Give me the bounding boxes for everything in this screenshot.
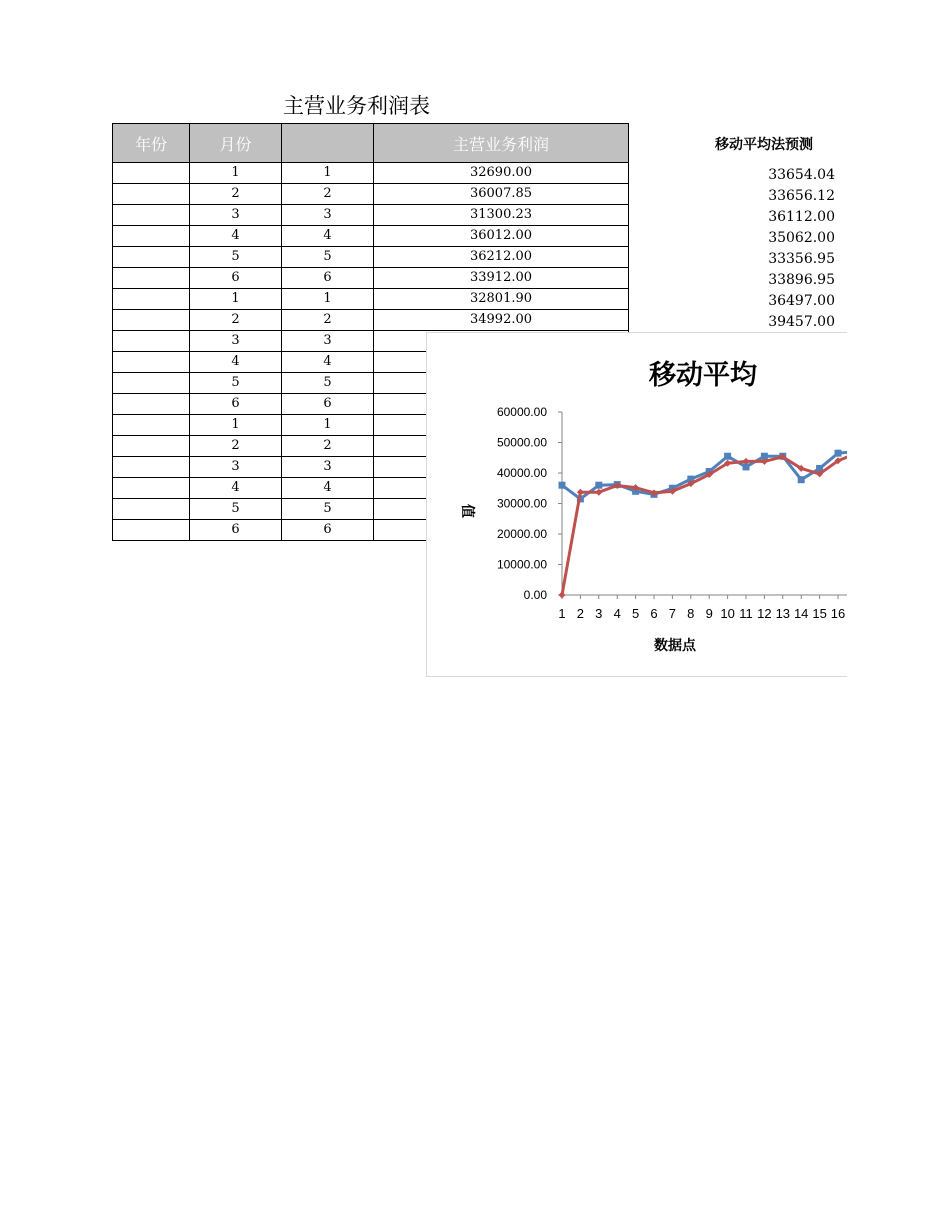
table-header-row <box>113 124 629 163</box>
y-tick-label: 10000.00 <box>496 557 547 572</box>
cell-profit[interactable]: 31300.23 <box>374 205 629 226</box>
cell-month[interactable]: 6 <box>190 394 282 415</box>
series-1-point <box>559 482 566 489</box>
cell-year[interactable] <box>113 478 190 499</box>
cell-profit[interactable]: 33912.00 <box>374 268 629 289</box>
cell-month[interactable]: 5 <box>190 247 282 268</box>
forecast-column <box>700 165 835 333</box>
header-month[interactable]: 月份 <box>190 124 282 163</box>
forecast-value[interactable]: 36497.00 <box>768 293 835 309</box>
cell-month[interactable]: 3 <box>190 331 282 352</box>
cell-year[interactable] <box>113 247 190 268</box>
y-tick-label: 40000.00 <box>496 466 547 480</box>
header-year[interactable]: 年份 <box>113 124 190 163</box>
series-2-point <box>577 489 584 496</box>
cell-profit[interactable]: 32690.00 <box>374 163 629 184</box>
table-row <box>113 310 629 331</box>
cell-profit[interactable]: 32801.90 <box>374 289 629 310</box>
table-row <box>113 289 629 310</box>
forecast-value[interactable]: 33656.12 <box>768 188 835 204</box>
x-axis-title: 数据点 <box>654 638 696 654</box>
x-tick-label: 4 <box>613 606 621 621</box>
cell-year[interactable] <box>113 310 190 331</box>
cell-year[interactable] <box>113 163 190 184</box>
table-row <box>113 163 629 184</box>
x-tick-label: 1 <box>558 606 566 621</box>
header-profit[interactable]: 主营业务利润 <box>374 124 629 163</box>
table-row <box>113 226 629 247</box>
table-row <box>113 205 629 226</box>
forecast-value[interactable]: 36112.00 <box>768 209 835 225</box>
cell-idx[interactable]: 5 <box>282 499 374 520</box>
x-tick-label: 8 <box>687 606 695 621</box>
cell-idx[interactable]: 2 <box>282 310 374 331</box>
cell-month[interactable]: 3 <box>190 457 282 478</box>
x-tick-label: 12 <box>757 606 772 621</box>
cell-year[interactable] <box>113 184 190 205</box>
cell-month[interactable]: 4 <box>190 226 282 247</box>
cell-idx[interactable]: 2 <box>282 436 374 457</box>
cell-year[interactable] <box>113 289 190 310</box>
cell-profit[interactable]: 36012.00 <box>374 226 629 247</box>
cell-month[interactable]: 1 <box>190 415 282 436</box>
cell-month[interactable]: 6 <box>190 520 282 541</box>
cell-year[interactable] <box>113 373 190 394</box>
cell-year[interactable] <box>113 394 190 415</box>
moving-average-chart[interactable] <box>426 332 847 677</box>
forecast-header[interactable]: 移动平均法预测 <box>715 137 813 153</box>
y-tick-label: 50000.00 <box>496 435 547 450</box>
cell-idx[interactable]: 1 <box>282 289 374 310</box>
cell-year[interactable] <box>113 331 190 352</box>
forecast-value[interactable]: 35062.00 <box>768 230 835 246</box>
y-tick-label: 20000.00 <box>496 527 547 541</box>
cell-year[interactable] <box>113 457 190 478</box>
cell-month[interactable]: 6 <box>190 268 282 289</box>
cell-month[interactable]: 2 <box>190 310 282 331</box>
cell-idx[interactable]: 6 <box>282 268 374 289</box>
cell-month[interactable]: 3 <box>190 205 282 226</box>
cell-month[interactable]: 4 <box>190 478 282 499</box>
cell-idx[interactable]: 3 <box>282 457 374 478</box>
x-tick-label: 16 <box>830 606 846 621</box>
cell-year[interactable] <box>113 415 190 436</box>
header-index[interactable] <box>282 124 374 163</box>
series-1-point <box>798 476 805 483</box>
x-tick-label: 15 <box>812 606 827 621</box>
table-row <box>113 247 629 268</box>
cell-profit[interactable]: 36212.00 <box>374 247 629 268</box>
x-tick-label: 13 <box>775 606 791 621</box>
cell-year[interactable] <box>113 226 190 247</box>
cell-year[interactable] <box>113 268 190 289</box>
cell-month[interactable]: 1 <box>190 289 282 310</box>
cell-idx[interactable]: 4 <box>282 352 374 373</box>
cell-year[interactable] <box>113 205 190 226</box>
y-axis-title: 值 <box>459 504 475 518</box>
cell-profit[interactable]: 34992.00 <box>374 310 629 331</box>
cell-idx[interactable]: 5 <box>282 247 374 268</box>
y-tick-label: 0.00 <box>523 588 547 602</box>
cell-profit[interactable]: 36007.85 <box>374 184 629 205</box>
cell-year[interactable] <box>113 499 190 520</box>
cell-month[interactable]: 5 <box>190 373 282 394</box>
cell-month[interactable]: 4 <box>190 352 282 373</box>
y-tick-label: 60000.00 <box>496 405 547 419</box>
cell-month[interactable]: 5 <box>190 499 282 520</box>
cell-year[interactable] <box>113 520 190 541</box>
forecast-value[interactable]: 33356.95 <box>768 251 835 267</box>
cell-year[interactable] <box>113 436 190 457</box>
cell-idx[interactable]: 4 <box>282 226 374 247</box>
forecast-value[interactable]: 39457.00 <box>768 314 835 330</box>
table-row <box>113 268 629 289</box>
cell-month[interactable]: 2 <box>190 436 282 457</box>
cell-idx[interactable]: 1 <box>282 163 374 184</box>
x-tick-label: 7 <box>668 606 677 621</box>
table-row <box>113 184 629 205</box>
x-tick-label: 6 <box>650 606 658 621</box>
cell-year[interactable] <box>113 352 190 373</box>
series-1-point <box>835 450 842 457</box>
cell-idx[interactable]: 6 <box>282 394 374 415</box>
cell-month[interactable]: 2 <box>190 184 282 205</box>
series-2-point <box>559 592 566 599</box>
x-tick-label: 10 <box>720 606 735 621</box>
chart-title: 移动平均 <box>649 360 757 391</box>
x-tick-label: 9 <box>705 606 713 621</box>
x-tick-label: 14 <box>793 606 809 621</box>
cell-idx[interactable]: 5 <box>282 373 374 394</box>
series-1-point <box>595 482 602 489</box>
cell-idx[interactable]: 2 <box>282 184 374 205</box>
forecast-value[interactable]: 33654.04 <box>768 167 835 183</box>
cell-month[interactable]: 1 <box>190 163 282 184</box>
cell-idx[interactable]: 1 <box>282 415 374 436</box>
sheet-title: 主营业务利润表 <box>283 94 430 118</box>
cell-idx[interactable]: 3 <box>282 331 374 352</box>
y-tick-label: 30000.00 <box>496 496 547 511</box>
cell-idx[interactable]: 6 <box>282 520 374 541</box>
forecast-value[interactable]: 33896.95 <box>768 272 835 288</box>
cell-idx[interactable]: 4 <box>282 478 374 499</box>
x-tick-label: 3 <box>595 606 603 621</box>
x-tick-label: 11 <box>739 606 753 621</box>
x-tick-label: 5 <box>631 606 640 621</box>
chart-svg <box>427 333 847 676</box>
x-tick-label: 2 <box>576 606 585 621</box>
cell-idx[interactable]: 3 <box>282 205 374 226</box>
series-1-point <box>724 453 731 460</box>
